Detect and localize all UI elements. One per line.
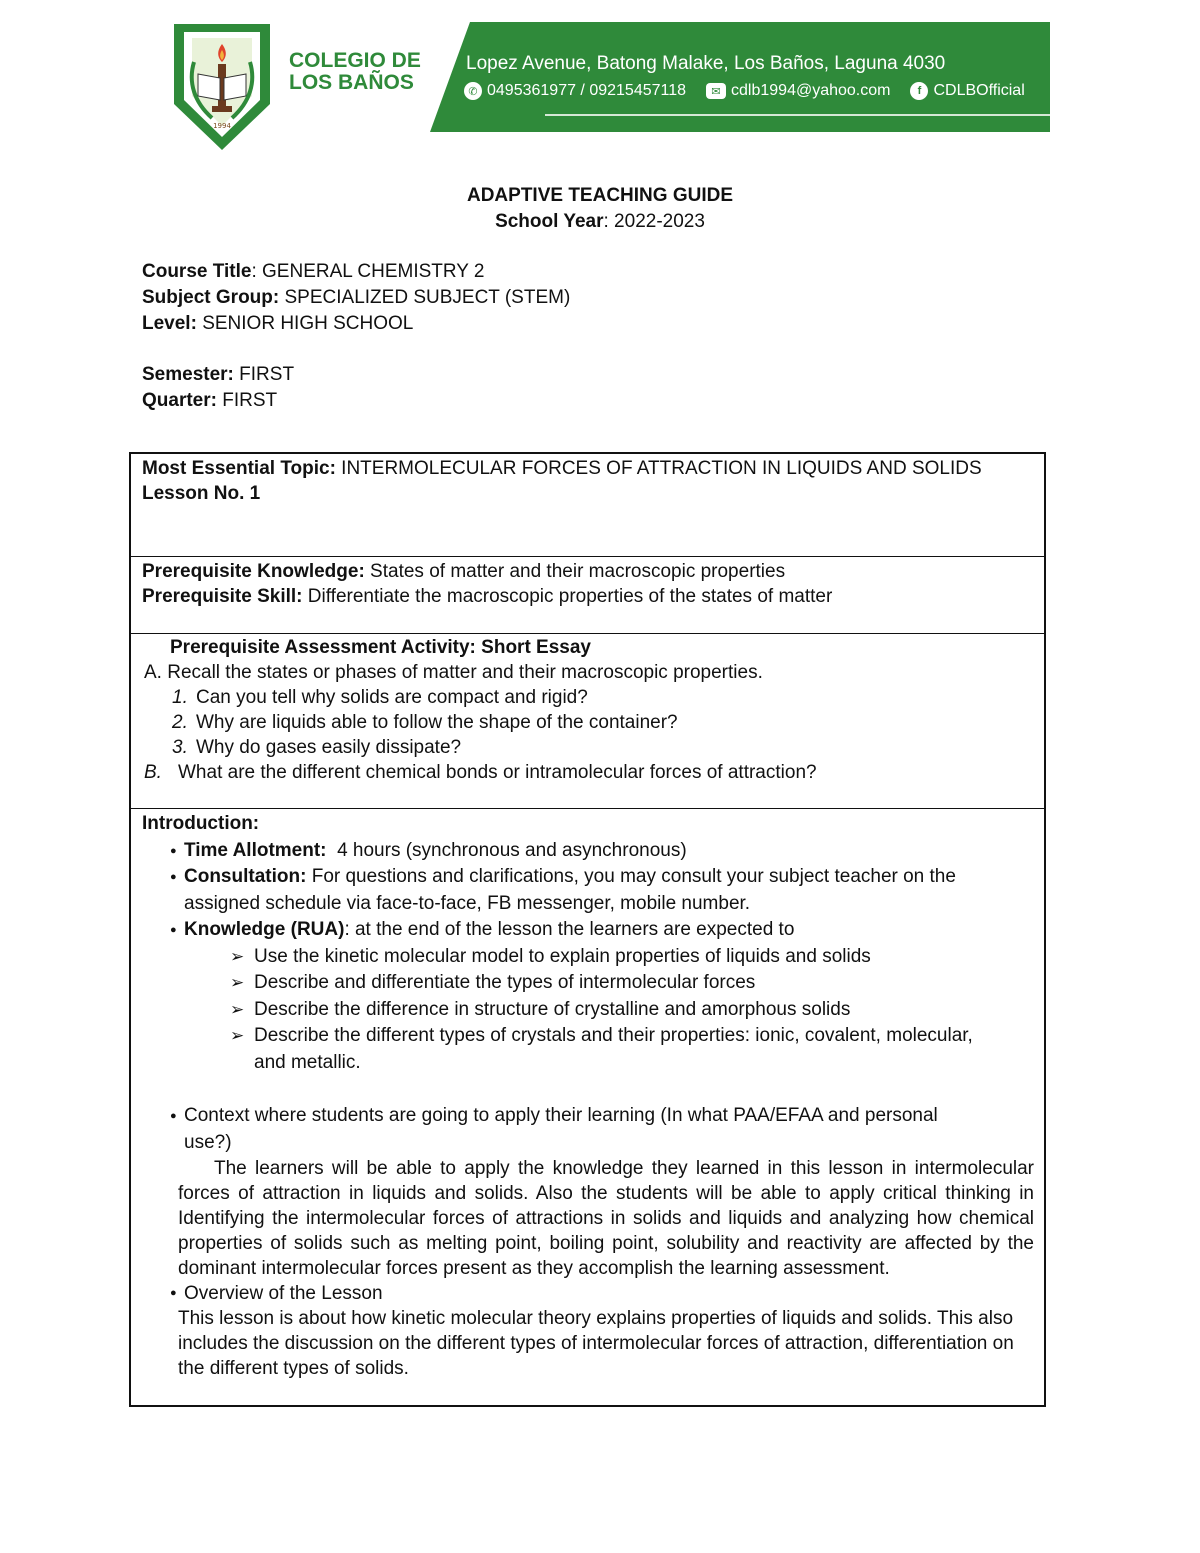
objective-item: ➢ Describe and differentiate the types of intermolecular forces xyxy=(142,970,1034,997)
introduction-label: Introduction: xyxy=(142,813,260,834)
prerequisite-row xyxy=(131,557,1044,634)
envelope-icon: ✉ xyxy=(706,83,726,99)
document-title: ADAPTIVE TEACHING GUIDE xyxy=(466,185,734,206)
essential-topic: Most Essential Topic: INTERMOLECULAR FORCES OF ATTRACTION IN LIQUIDS AND SOLIDS xyxy=(142,458,982,479)
guide-table xyxy=(129,452,1046,1407)
course-title: Course Title: GENERAL CHEMISTRY 2 xyxy=(142,261,485,282)
assessment-title: Prerequisite Assessment Activity: Short Essay xyxy=(170,637,591,658)
overview-item: ● Overview of the Lesson xyxy=(142,1281,1034,1306)
prerequisite-knowledge: Prerequisite Knowledge: States of matter and their macroscopic properties xyxy=(142,561,786,582)
phone-icon: ✆ xyxy=(464,82,482,100)
semester: Semester: FIRST xyxy=(142,364,295,385)
phone-number: 0495361977 / 09215457118 xyxy=(487,82,687,99)
assessment-sub-item: 2. Why are liquids able to follow the shape of the container? xyxy=(172,712,678,733)
prerequisite-skill: Prerequisite Skill: Differentiate the macroscopic properties of the states of matter xyxy=(142,586,833,607)
time-allotment: ● Time Allotment: 4 hours (synchronous and asynchronous) xyxy=(142,838,1034,865)
topic-row xyxy=(131,454,1044,557)
assessment-item-a: A. Recall the states or phases of matter and their macroscopic properties. xyxy=(144,662,763,683)
banner-divider xyxy=(545,114,1050,116)
school-year: School Year: 2022-2023 xyxy=(495,211,705,232)
lesson-number: Lesson No. 1 xyxy=(142,483,261,504)
level: Level: SENIOR HIGH SCHOOL xyxy=(142,313,414,334)
school-address: Lopez Avenue, Batong Malake, Los Baños, Laguna 4030 xyxy=(466,53,946,74)
overview-paragraph: This lesson is about how kinetic molecular theory explains properties of liquids and solids. This also includes the discussion on the different types of intermolecular forces of attraction, differentiation on the different types of solids. xyxy=(178,1308,1014,1379)
subject-group: Subject Group: SPECIALIZED SUBJECT (STEM) xyxy=(142,287,571,308)
knowledge-rua: ● Knowledge (RUA): at the end of the lesson the learners are expected to xyxy=(142,917,1034,944)
objective-item: ➢ Use the kinetic molecular model to explain properties of liquids and solids xyxy=(142,944,1034,971)
consultation: ● Consultation: For questions and clarifications, you may consult your subject teacher on the assigned schedule via face-to-face, FB messenger, mobile number. xyxy=(142,864,1034,917)
letterhead xyxy=(0,0,1200,160)
objective-item: ➢ Describe the difference in structure of crystalline and amorphous solids xyxy=(142,997,1034,1024)
school-crest-logo xyxy=(172,22,272,152)
crest-year: 1994 xyxy=(213,122,231,130)
context-item: ● Context where students are going to apply their learning (In what PAA/EFAA and personal use?) xyxy=(142,1103,1034,1156)
context-paragraph: The learners will be able to apply the knowledge they learned in this lesson in intermolecular forces of attraction in liquids and solids. Also the students will be able to apply critical thinking in Identifying the intermolecular forces of attractions in solids and liquids and analyzing how chemical properties of solids such as melting point, boiling point, solubility and reactivity are affected by the dominant intermolecular forces present as they accomplish the learning assessment. xyxy=(178,1158,1034,1279)
assessment-row xyxy=(131,634,1044,809)
school-name: COLEGIO DE LOS BAÑOS xyxy=(289,49,421,94)
assessment-item-b: B. What are the different chemical bonds or intramolecular forces of attraction? xyxy=(144,762,817,783)
assessment-sub-item: 1. Can you tell why solids are compact and rigid? xyxy=(172,687,588,708)
assessment-sub-item: 3. Why do gases easily dissipate? xyxy=(172,737,462,758)
facebook-page: CDLBOfficial xyxy=(933,82,1025,99)
introduction-row xyxy=(131,809,1044,1405)
objective-item: ➢ Describe the different types of crystals and their properties: ionic, covalent, molecular, and metallic. xyxy=(142,1023,1034,1076)
quarter: Quarter: FIRST xyxy=(142,390,278,411)
email-address: cdlb1994@yahoo.com xyxy=(731,82,891,99)
contact-list xyxy=(464,82,1045,100)
facebook-icon: f xyxy=(910,82,928,100)
